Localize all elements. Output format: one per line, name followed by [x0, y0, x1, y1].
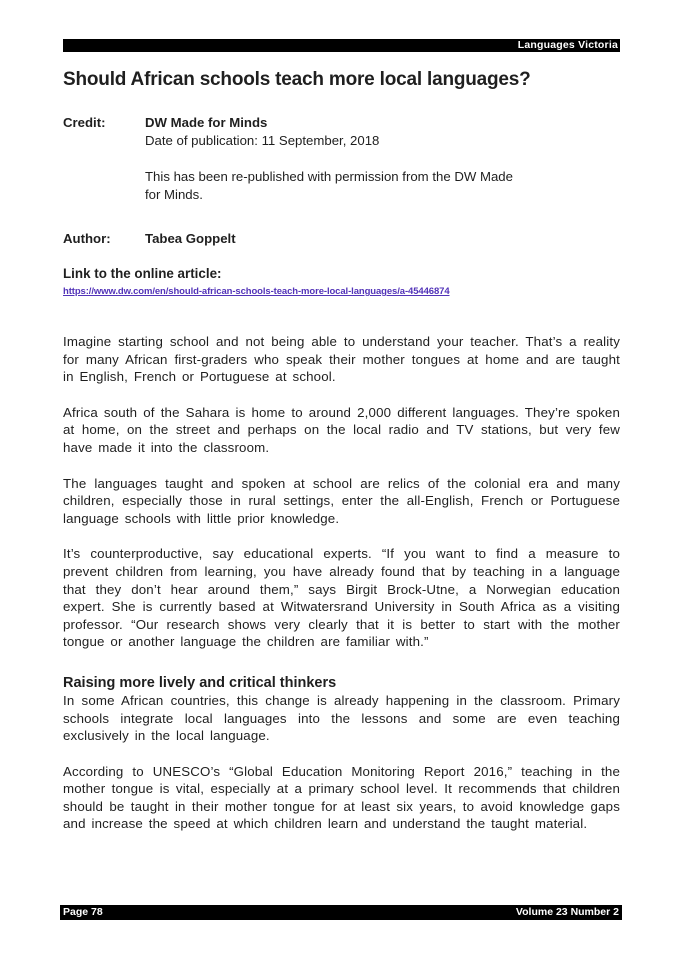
- paragraph: According to UNESCO’s “Global Education Monitoring Report 2016,” teaching in the mother tongue is vital, especially at a primary school level. It recommends that children should be taught in their mother tongue for at least six years, to avoid knowledge gaps and increase the speed at which children learn and understand the taught material.: [63, 763, 620, 832]
- journal-name: Languages Victoria: [517, 39, 618, 51]
- article-body: [63, 333, 620, 833]
- author-name: Tabea Goppelt: [145, 231, 236, 246]
- paragraph: In some African countries, this change is already happening in the classroom. Primary schools integrate local languages into the lessons and some are even teaching exclusively in the local language.: [63, 692, 620, 744]
- article-link[interactable]: https://www.dw.com/en/should-african-schools-teach-more-local-languages/a-45446874: [63, 286, 450, 297]
- section-heading: Raising more lively and critical thinkers: [63, 674, 337, 691]
- paragraph: It’s counterproductive, say educational experts. “If you want to find a measure to prevent children from learning, you have already found that by teaching in a language that they don’t hear around them,” says Birgit Brock-Utne, a Norwegian education expert. She is currently based at Witwatersrand University in South Africa as a visiting professor. “Our research shows very clearly that it is better to start with the mother tongue or another language the children are familiar with.”: [63, 546, 620, 650]
- permission-note: This has been re-published with permission from the DW Made for Minds.: [145, 169, 513, 202]
- link-label: Link to the online article:: [63, 266, 222, 281]
- author-block: [63, 230, 620, 248]
- footer-bar: [60, 905, 622, 920]
- article-title: Should African schools teach more local languages?: [63, 69, 531, 90]
- credit-value: [145, 114, 517, 204]
- header-bar: [63, 39, 620, 52]
- publication-date: Date of publication: 11 September, 2018: [145, 133, 380, 148]
- volume-number: Volume 23 Number 2: [515, 906, 619, 918]
- credit-block: [63, 114, 620, 204]
- author-label: Author:: [63, 231, 111, 246]
- paragraph: The languages taught and spoken at school are relics of the colonial era and many children, especially those in rural settings, enter the all-English, French or Portuguese language schools with little prior knowledge.: [63, 475, 620, 526]
- credit-label: Credit:: [63, 115, 106, 130]
- paragraph: Africa south of the Sahara is home to around 2,000 different languages. They’re spoken at home, on the street and perhaps on the local radio and TV stations, but very few have made it into the classroom.: [63, 404, 620, 455]
- credit-source: DW Made for Minds: [145, 115, 268, 130]
- page-content: [63, 39, 620, 851]
- page-number: Page 78: [63, 906, 103, 918]
- paragraph: Imagine starting school and not being able to understand your teacher. That’s a reality for many African first-graders who speak their mother tongues at home and are taught in English, French or Portuguese at school.: [63, 334, 620, 385]
